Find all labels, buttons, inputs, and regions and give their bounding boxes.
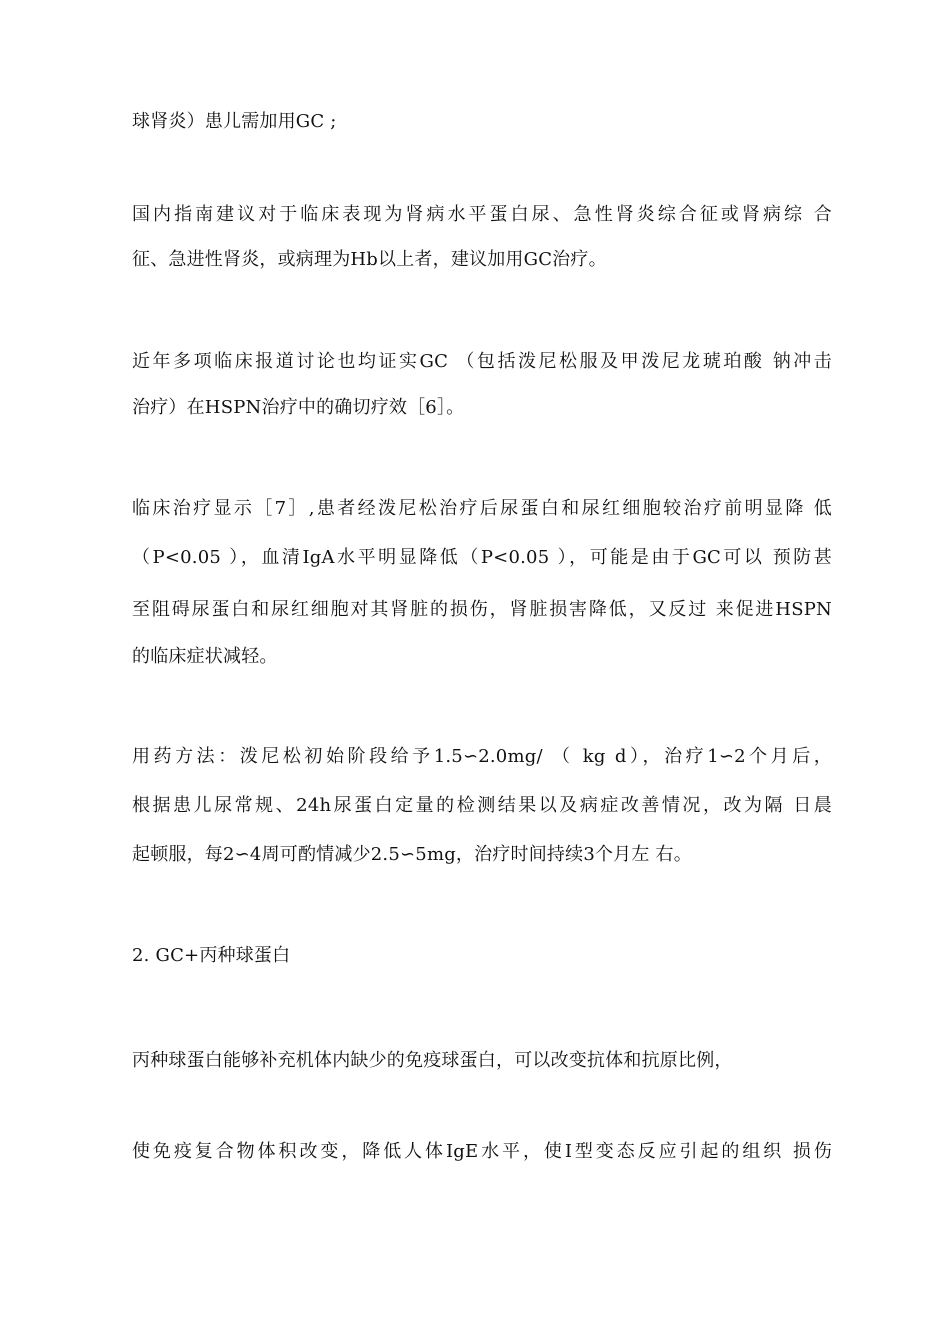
paragraph-2-line-1: 治疗）在HSPN治疗中的确切疗效［6］。: [132, 397, 465, 418]
paragraph-1-line-0: 国内指南建议对于临床表现为肾病水平蛋白尿、急性肾炎综合征或肾病综 合: [132, 204, 832, 225]
paragraph-3-line-0: 临床治疗显示［7］,患者经泼尼松治疗后尿蛋白和尿红细胞较治疗前明显降 低: [132, 498, 832, 519]
paragraph-4-line-0: 用药方法：泼尼松初始阶段给予1.5∽2.0mg/ （ kg d），治疗1∽2个月后，: [132, 746, 832, 767]
paragraph-3-line-3: 的临床症状减轻。: [132, 646, 278, 667]
paragraph-0-line-0: 球肾炎）患儿需加用GC ;: [132, 111, 337, 132]
paragraph-4-line-1: 根据患儿尿常规、24h尿蛋白定量的检测结果以及病症改善情况，改为隔 日晨: [132, 795, 832, 816]
paragraph-1-line-1: 征、急进性肾炎，或病理为Hb以上者，建议加用GC治疗。: [132, 249, 607, 270]
paragraph-2-line-0: 近年多项临床报道讨论也均证实GC （包括泼尼松服及甲泼尼龙琥珀酸 钠冲击: [132, 351, 832, 372]
paragraph-6-line-0: 使免疫复合物体积改变，降低人体IgE水平，使I型变态反应引起的组织 损伤: [132, 1141, 832, 1162]
paragraph-5-line-0: 丙种球蛋白能够补充机体内缺少的免疫球蛋白，可以改变抗体和抗原比例，: [132, 1050, 733, 1071]
section-heading: 2. GC+丙种球蛋白: [132, 945, 291, 966]
paragraph-4-line-2: 起顿服，每2∽4周可酌情减少2.5∽5mg，治疗时间持续3个月左 右。: [132, 844, 692, 865]
paragraph-3-line-1: （P<0.05 ），血清IgA水平明显降低（P<0.05 ），可能是由于GC可以 预防甚: [132, 547, 832, 568]
paragraph-3-line-2: 至阻碍尿蛋白和尿红细胞对其肾脏的损伤，肾脏损害降低，又反过 来促进HSPN: [132, 599, 832, 620]
